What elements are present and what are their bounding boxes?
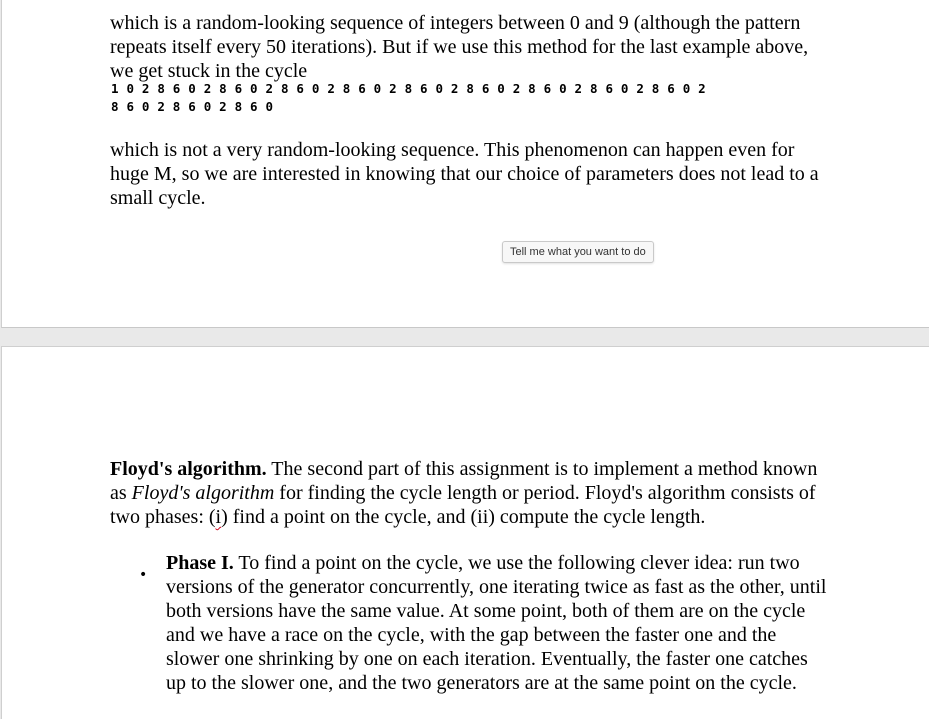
tell-me-tooltip[interactable]: Tell me what you want to do: [502, 241, 654, 263]
floyd-algorithm-italic: Floyd's algorithm: [131, 482, 275, 504]
bullet-icon: •: [139, 567, 148, 583]
floyd-text-a: The second part of this assignment is to implement a method known as: [110, 458, 818, 504]
paragraph-not-random[interactable]: which is not a very random-looking sequence. This phenomenon can happen even for huge M, so we are interested in knowing that our choice of parameters does not lead to a small cycle.: [110, 139, 819, 209]
phase-1-list-item[interactable]: [166, 551, 828, 695]
floyd-heading: Floyd's algorithm.: [110, 458, 267, 480]
floyd-text-c: ) find a point on the cycle, and (ii) compute the cycle length.: [221, 506, 706, 528]
cycle-sequence-line-1[interactable]: 1 0 2 8 6 0 2 8 6 0 2 8 6 0 2 8 6 0 2 8 6 0 2 8 6 0 2 8 6 0 2 8 6 0 2 8 6 0 2: [111, 81, 706, 96]
page-break-gap: [0, 329, 929, 346]
paragraph-random-sequence[interactable]: which is a random-looking sequence of integers between 0 and 9 (although the pattern repeats itself every 50 iterations). But if we use this method for the last example above, we get stuck in the cycle: [110, 12, 809, 82]
phase-1-heading: Phase I.: [166, 552, 234, 574]
cycle-sequence-line-2[interactable]: 8 6 0 2 8 6 0 2 8 6 0: [111, 99, 274, 114]
floyd-text-b: for finding the cycle length or period. Floyd's algorithm consists of two phases: (: [110, 482, 816, 528]
phase-1-text: To find a point on the cycle, we use the following clever idea: run two versions of the generator concurrently, one iterating twice as fast as the other, until both versions have the same value. At some point, both of them are on the cycle and we have a race on the cycle, with the gap between the faster one and the slower one shrinking by one on each iteration. Eventually, the faster one catches up to the slower one, and the two generators are at the same point on the cycle.: [166, 552, 827, 694]
spelling-marked-i[interactable]: i: [215, 506, 222, 528]
paragraph-floyds-algorithm[interactable]: [110, 457, 830, 529]
